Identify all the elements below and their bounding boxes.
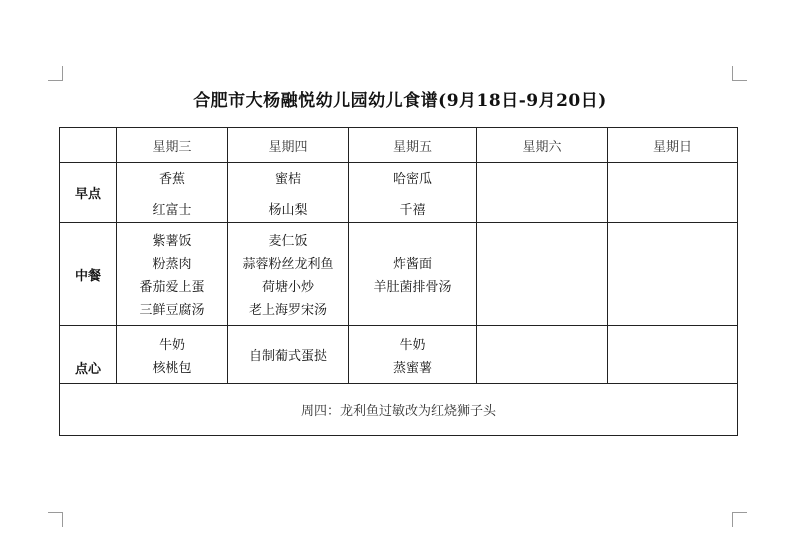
cell-lunch-sat [477, 223, 608, 326]
menu-table [59, 127, 738, 436]
meal-label-snack-cell [60, 326, 117, 384]
menu-item: 炸酱面 [392, 257, 432, 272]
cell-breakfast-sat [477, 163, 608, 223]
menu-item: 老上海罗宋汤 [248, 303, 327, 318]
menu-item: 紫薯饭 [152, 234, 192, 249]
cell-lunch-wed [117, 223, 228, 326]
menu-item: 红富士 [152, 202, 192, 218]
meal-label-breakfast: 早点 [60, 163, 117, 223]
note-text: 周四：龙利鱼过敏改为红烧狮子头 [60, 384, 738, 436]
menu-item: 哈密瓜 [392, 171, 432, 187]
menu-item: 蜜桔 [274, 171, 301, 187]
document-title: 合肥市大杨融悦幼儿园幼儿食谱(9月18日-9月20日) [193, 91, 607, 111]
menu-item: 羊肚菌排骨汤 [373, 280, 452, 295]
menu-item: 蒜蓉粉丝龙利鱼 [242, 257, 334, 272]
corner-cell [60, 128, 117, 163]
cell-snack-fri [349, 326, 477, 384]
cell-snack-wed [117, 326, 228, 384]
cell-breakfast-fri [349, 163, 477, 223]
menu-item: 千禧 [399, 202, 426, 218]
page-corner-mark-top-left [48, 66, 63, 81]
table-row-note [60, 384, 738, 436]
menu-item: 荷塘小炒 [261, 280, 314, 295]
day-header-sat: 星期六 [477, 128, 608, 163]
menu-item: 三鲜豆腐汤 [139, 303, 205, 318]
page-corner-mark-bottom-right [732, 512, 747, 527]
table-row-breakfast [60, 163, 738, 223]
page-corner-mark-bottom-left [48, 512, 63, 527]
menu-item: 蒸蜜薯 [392, 360, 432, 376]
cell-lunch-thu [228, 223, 349, 326]
table-row-snack [60, 326, 738, 384]
menu-item: 麦仁饭 [268, 234, 308, 249]
menu-item: 香蕉 [158, 171, 185, 187]
day-header-sun: 星期日 [608, 128, 738, 163]
cell-snack-sat [477, 326, 608, 384]
meal-label-snack: 点心 [74, 362, 101, 377]
page-corner-mark-top-right [732, 66, 747, 81]
meal-label-lunch: 中餐 [60, 223, 117, 326]
table-header-row [60, 128, 738, 163]
day-header-wed: 星期三 [117, 128, 228, 163]
menu-item: 牛奶 [158, 337, 185, 353]
menu-item: 粉蒸肉 [152, 257, 192, 272]
cell-snack-thu [228, 326, 349, 384]
menu-item: 番茄爱上蛋 [139, 280, 205, 295]
menu-item: 牛奶 [399, 337, 426, 353]
menu-item: 杨山梨 [268, 202, 308, 218]
cell-snack-sun [608, 326, 738, 384]
cell-breakfast-wed [117, 163, 228, 223]
menu-item: 核桃包 [152, 360, 192, 376]
cell-lunch-fri [349, 223, 477, 326]
day-header-thu: 星期四 [228, 128, 349, 163]
menu-item: 自制葡式蛋挞 [248, 349, 327, 364]
cell-breakfast-sun [608, 163, 738, 223]
day-header-fri: 星期五 [349, 128, 477, 163]
cell-lunch-sun [608, 223, 738, 326]
cell-breakfast-thu [228, 163, 349, 223]
table-row-lunch [60, 223, 738, 326]
